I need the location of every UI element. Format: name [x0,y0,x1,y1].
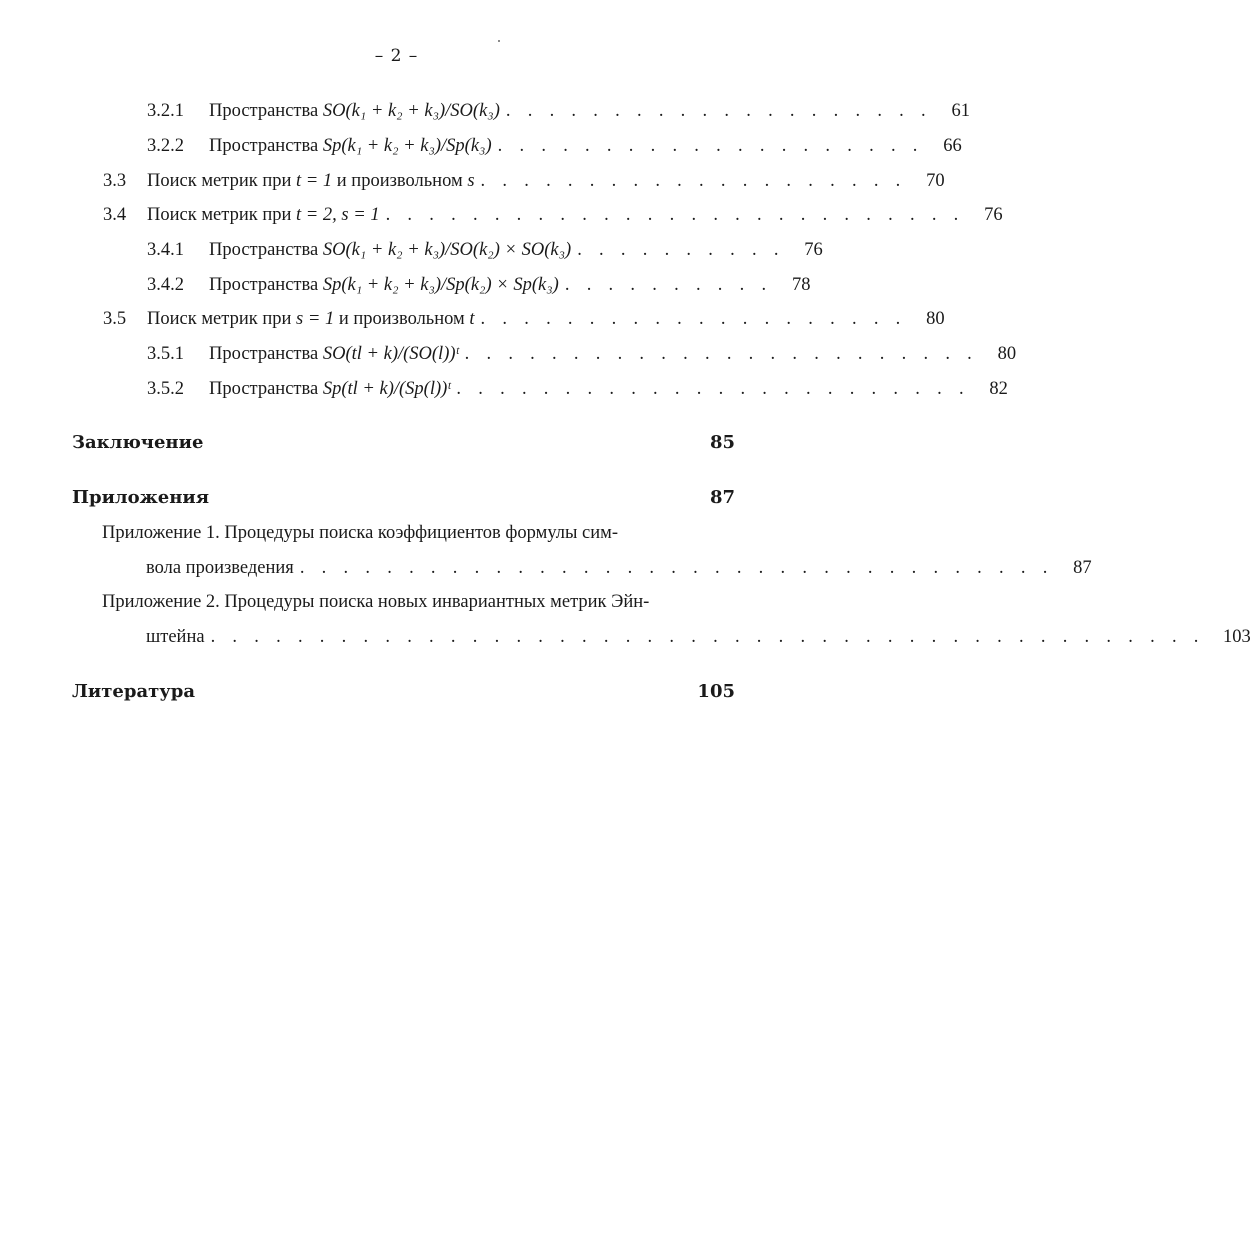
toc-entry-3-5-2[interactable] [147,379,1008,403]
appendix-title-tail: штейна [146,627,205,647]
entry-title: Поиск метрик при t = 1 и произвольном s [147,171,475,191]
toc-chapter-appendices[interactable] [72,487,735,508]
entry-title: Пространства SO(tl + k)/(SO(l))ᵗ [209,344,459,364]
entry-title: Пространства SO(k₁ + k₂ + k₃)/SO(k₃) [209,101,500,121]
appendix-1-line-2[interactable] [146,558,1092,582]
entry-page: 80 [926,309,945,329]
leader-dots: . . . . . . . . . . . . . . . . . . . . [480,309,907,329]
chapter-title: Литература [72,681,196,702]
entry-number: 3.4.1 [147,240,184,260]
entry-page: 82 [989,379,1008,399]
entry-page: 70 [926,171,945,191]
entry-title: Пространства Sp(k₁ + k₂ + k₃)/Sp(k₃) [209,136,492,156]
chapter-page: 105 [697,681,735,702]
toc-entry-3-2-1[interactable] [147,101,970,125]
entry-number: 3.4.2 [147,275,184,295]
toc-chapter-literature[interactable] [72,681,735,702]
toc-entry-3-4-1[interactable] [147,240,823,264]
appendix-2-line-1[interactable]: Приложение 2. Процедуры поиска новых инвариантных метрик Эйн- [102,592,650,612]
chapter-title: Заключение [72,432,204,453]
entry-page: 76 [984,205,1003,225]
toc-entry-3-5-1[interactable] [147,344,1017,368]
toc-entry-3-5[interactable] [103,309,945,333]
leader-dots: . . . . . . . . . . . . . . . . . . . . . . . . . . . . . . . . . . . . . . . . . . . . . . [210,627,1205,647]
leader-dots: . . . . . . . . . . . . . . . . . . . . . . . . [464,344,979,364]
leader-dots: . . . . . . . . . . . . . . . . . . . . [497,136,924,156]
entry-page: 66 [943,136,962,156]
entry-number: 3.5 [103,309,127,329]
leader-dots: . . . . . . . . . . . . . . . . . . . . [505,101,932,121]
toc-entry-3-3[interactable] [103,171,945,195]
entry-title: Пространства Sp(tl + k)/(Sp(l))ᵗ [209,379,451,399]
toc-entry-3-4-2[interactable] [147,275,811,299]
entry-title: Поиск метрик при t = 2, s = 1 [147,205,380,225]
entry-page: 61 [951,101,970,121]
appendix-title-tail: вола произведения [146,558,294,578]
leader-dots: . . . . . . . . . . . . . . . . . . . . . . . . . . . . . . . . . . . [299,558,1054,578]
appendix-1-line-1[interactable]: Приложение 1. Процедуры поиска коэффициентов формулы сим- [102,523,619,543]
scan-speck [498,40,500,42]
appendix-page: 103 [1223,627,1251,647]
chapter-title: Приложения [72,487,210,508]
page-number: – 2 – [374,46,419,66]
leader-dots: . . . . . . . . . . [564,275,773,295]
appendix-2-line-2[interactable] [146,627,1251,651]
entry-number: 3.5.1 [147,344,184,364]
leader-dots: . . . . . . . . . . [577,240,785,260]
entry-page: 80 [997,344,1017,364]
entry-number: 3.3 [103,171,127,191]
appendix-page: 87 [1073,558,1092,578]
toc-entry-3-4[interactable] [103,205,1003,229]
entry-title: Пространства Sp(k₁ + k₂ + k₃)/Sp(k₂) × Sp(k₃) [209,275,559,295]
entry-page: 76 [804,240,823,260]
toc-entry-3-2-2[interactable] [147,136,962,160]
chapter-page: 87 [709,487,735,508]
entry-number: 3.2.2 [147,136,184,156]
toc-chapter-conclusion[interactable] [72,432,735,453]
chapter-page: 85 [709,432,735,453]
entry-title: Пространства SO(k₁ + k₂ + k₃)/SO(k₂) × SO(k₃) [209,240,572,260]
entry-number: 3.4 [103,205,127,225]
entry-number: 3.2.1 [147,101,184,121]
entry-page: 78 [791,275,811,295]
leader-dots: . . . . . . . . . . . . . . . . . . . . [480,171,907,191]
entry-number: 3.5.2 [147,379,184,399]
entry-title: Поиск метрик при s = 1 и произвольном t [147,309,475,329]
leader-dots: . . . . . . . . . . . . . . . . . . . . . . . . . . . [385,205,965,225]
leader-dots: . . . . . . . . . . . . . . . . . . . . . . . . [456,379,970,399]
